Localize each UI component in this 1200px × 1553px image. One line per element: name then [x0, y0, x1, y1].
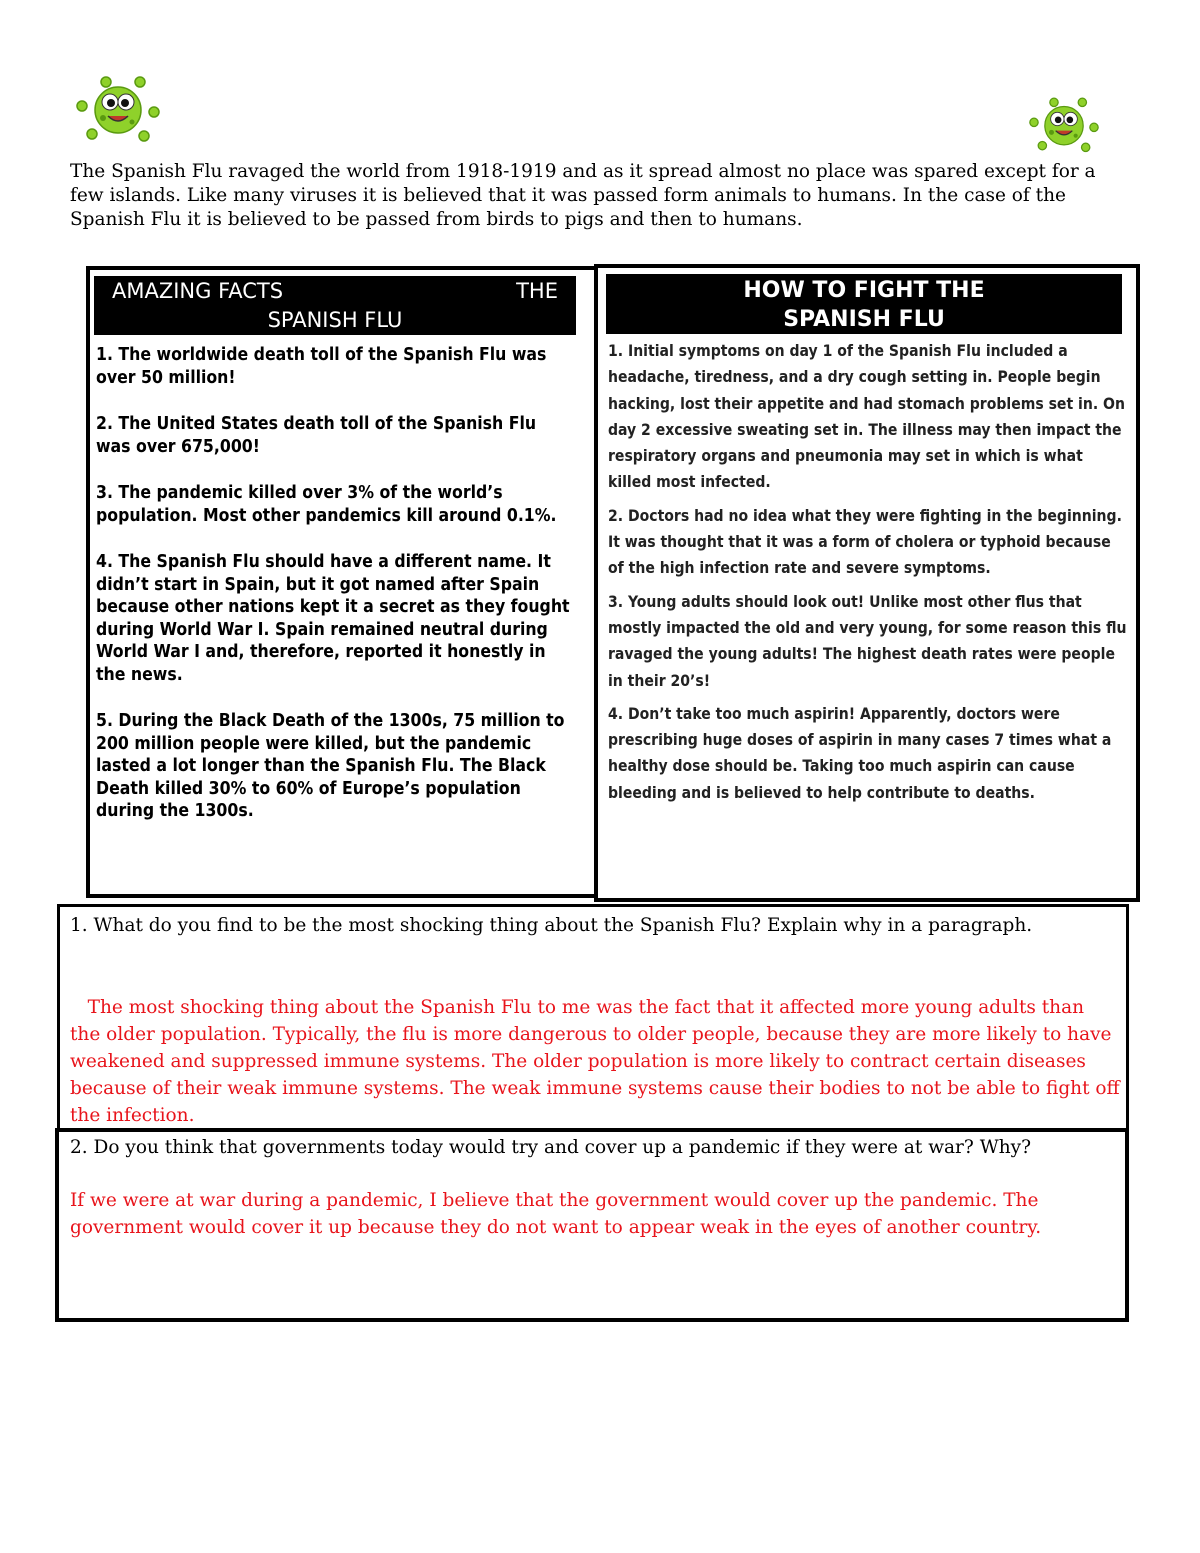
how-to-fight-header	[606, 274, 1122, 334]
intro-paragraph: The Spanish Flu ravaged the world from 1918-1919 and as it spread almost no place was spared except for a few islands. Like many viruses it is believed that it was passed form animals to humans. In the case of the Spanish Flu it is believed to be passed from birds to pigs and then to humans.	[70, 161, 1096, 230]
question-2-answer[interactable]: If we were at war during a pandemic, I believe that the government would cover up the pandemic. The government would cover it up because they do not want to appear weak in the eyes of another country.	[70, 1190, 1042, 1238]
fact-item: 1. The worldwide death toll of the Spanish Flu was over 50 million!	[96, 345, 547, 388]
question-1-text: 1. What do you find to be the most shocking thing about the Spanish Flu? Explain why in a paragraph.	[70, 915, 1033, 936]
amazing-facts-header	[94, 276, 576, 335]
germ-icon-left	[70, 72, 166, 144]
fact-item: 3. The pandemic killed over 3% of the world’s population. Most other pandemics kill around 0.1%.	[96, 483, 557, 526]
how-to-fight-list	[608, 338, 1128, 813]
amazing-facts-header-right: THE	[516, 279, 558, 303]
how-to-fight-header-line1: HOW TO FIGHT THE	[743, 278, 985, 303]
fact-item: 4. The Spanish Flu should have a different name. It didn’t start in Spain, but it got named after Spain because other nations kept it a secret as they fought during World War I. Spain remained neutral during World War I and, therefore, reported it honestly in the news.	[96, 552, 570, 685]
how-to-fight-header-line2: SPANISH FLU	[783, 307, 945, 332]
fight-item: 4. Don’t take too much aspirin! Apparently, doctors were prescribing huge doses of aspirin in many cases 7 times what a healthy dose should be. Taking too much aspirin can cause bleeding and is believed to help contribute to deaths.	[608, 704, 1112, 802]
fight-item: 3. Young adults should look out! Unlike most other flus that mostly impacted the old and very young, for some reason this flu ravaged the young adults! The highest death rates were people in their 20’s!	[608, 592, 1127, 690]
amazing-facts-list	[96, 344, 574, 847]
question-1-answer[interactable]: The most shocking thing about the Spanish Flu to me was the fact that it affected more young adults than the older population. Typically, the flu is more dangerous to older people, because they are more likely to have weakened and suppressed immune systems. The older population is more likely to contract certain diseases because of their weak immune systems. The weak immune systems cause their bodies to not be able to fight off the infection.	[70, 997, 1126, 1126]
amazing-facts-header-left: AMAZING FACTS	[112, 279, 284, 303]
question-2-text: 2. Do you think that governments today would try and cover up a pandemic if they were at war? Why?	[70, 1137, 1031, 1158]
fight-item: 2. Doctors had no idea what they were fighting in the beginning. It was thought that it was a form of cholera or typhoid because of the high infection rate and severe symptoms.	[608, 506, 1122, 578]
amazing-facts-header-line2: SPANISH FLU	[267, 308, 403, 332]
germ-icon-right	[1024, 94, 1104, 154]
fight-item: 1. Initial symptoms on day 1 of the Spanish Flu included a headache, tiredness, and a dry cough setting in. People begin hacking, lost their appetite and had stomach problems set in. On day 2 excessive sweating set in. The illness may then impact the respiratory organs and pneumonia may set in which is what killed most infected.	[608, 342, 1125, 492]
fact-item: 5. During the Black Death of the 1300s, 75 million to 200 million people were killed, but the pandemic lasted a lot longer than the Spanish Flu. The Black Death killed 30% to 60% of Europe’s population during the 1300s.	[96, 711, 565, 821]
fact-item: 2. The United States death toll of the Spanish Flu was over 675,000!	[96, 414, 537, 457]
